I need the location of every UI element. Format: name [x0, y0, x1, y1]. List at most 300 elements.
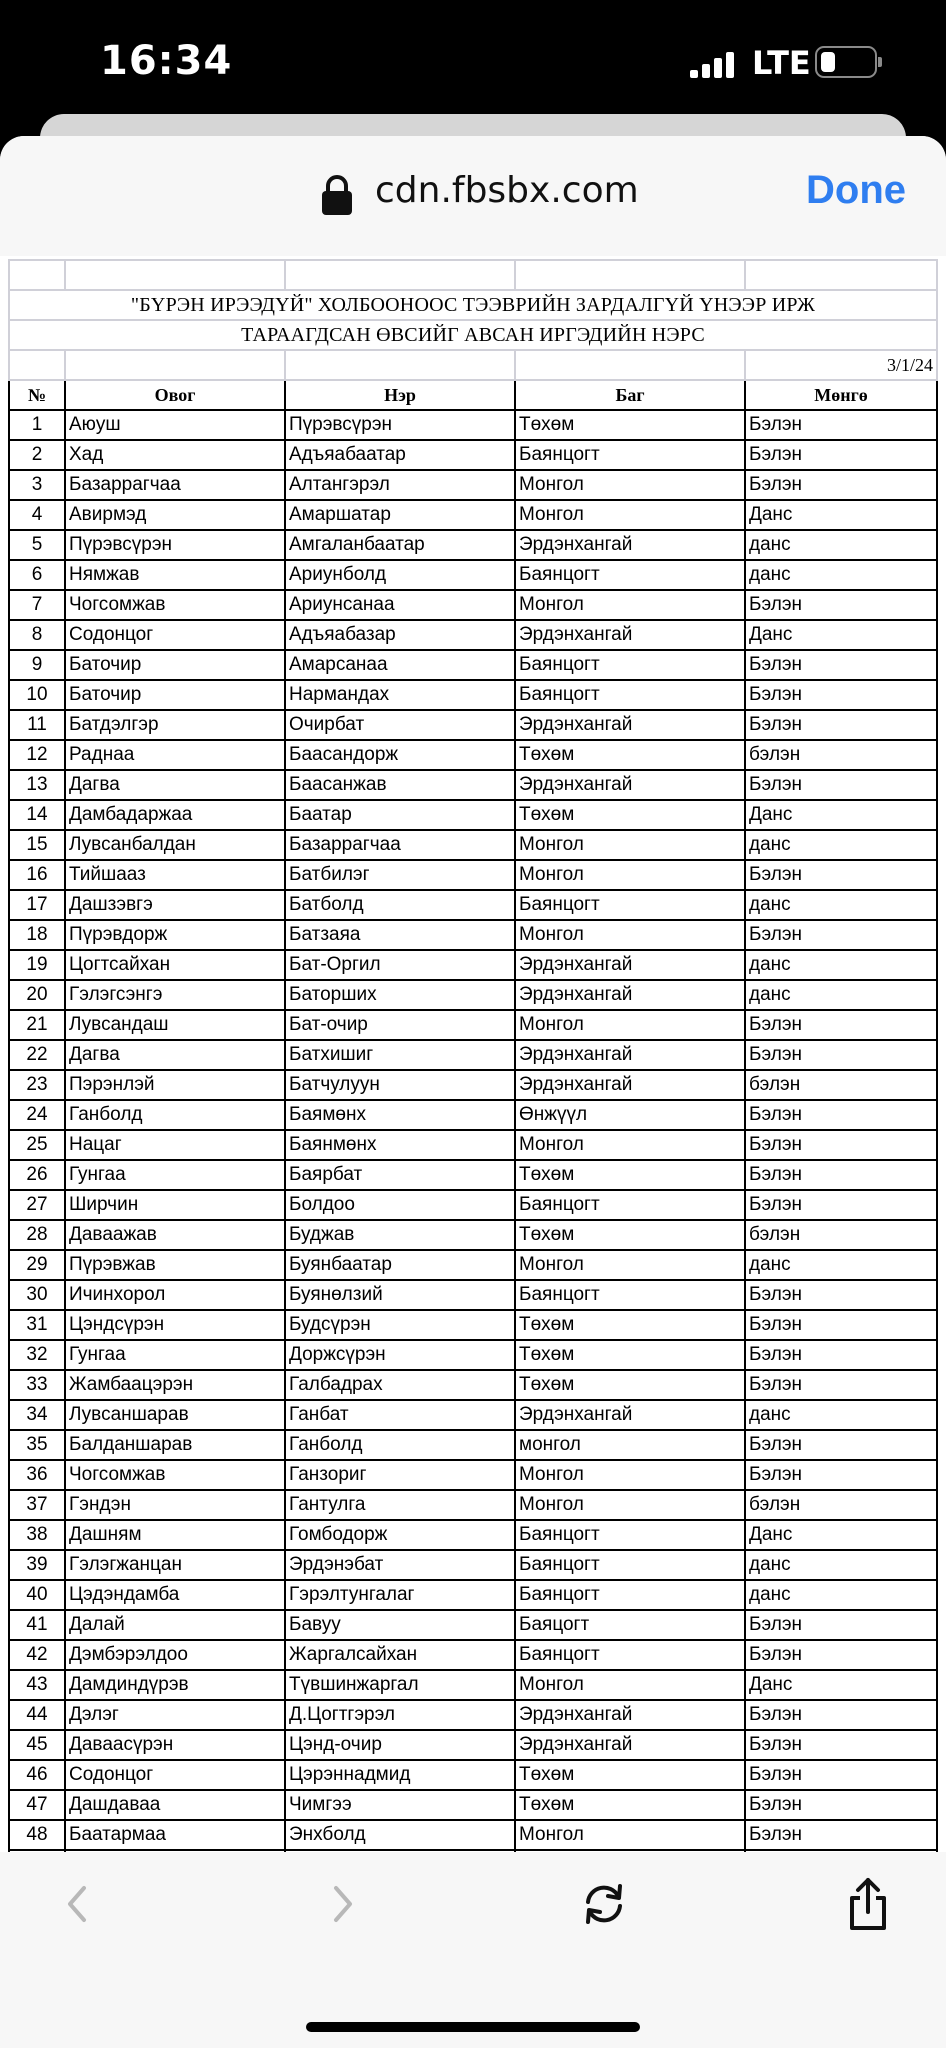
payment-cell: Бэлэн — [745, 680, 937, 710]
table-row — [9, 1400, 937, 1430]
surname-cell: Пүрэвжав — [65, 1250, 285, 1280]
column-header: Баг — [515, 380, 745, 410]
table-row — [9, 590, 937, 620]
surname-cell: Дагва — [65, 770, 285, 800]
surname-cell: Содонцог — [65, 1760, 285, 1790]
name-cell: Түвшинжаргал — [285, 1670, 515, 1700]
row-number: 30 — [9, 1280, 65, 1310]
payment-cell: Бэлэн — [745, 1130, 937, 1160]
payment-cell: Бэлэн — [745, 770, 937, 800]
bag-cell: Баянцогт — [515, 560, 745, 590]
bag-cell: Төхөм — [515, 1220, 745, 1250]
name-cell: Пүрэвсүрэн — [285, 410, 515, 440]
row-number: 31 — [9, 1310, 65, 1340]
surname-cell: Нямжав — [65, 560, 285, 590]
name-cell: Батбилэг — [285, 860, 515, 890]
name-cell: Баасандорж — [285, 740, 515, 770]
bag-cell: Эрдэнхангай — [515, 530, 745, 560]
name-cell: Алтангэрэл — [285, 470, 515, 500]
payment-cell: Бэлэн — [745, 920, 937, 950]
name-cell: Батзаяа — [285, 920, 515, 950]
name-cell: Баянмөнх — [285, 1130, 515, 1160]
payment-cell: данс — [745, 530, 937, 560]
name-cell: Гэрэлтунгалаг — [285, 1580, 515, 1610]
bag-cell: Монгол — [515, 830, 745, 860]
name-cell: Эрдэнэбат — [285, 1550, 515, 1580]
row-number: 27 — [9, 1190, 65, 1220]
bag-cell: Эрдэнхангай — [515, 710, 745, 740]
bag-cell: Монгол — [515, 500, 745, 530]
surname-cell: Далай — [65, 1610, 285, 1640]
row-number: 43 — [9, 1670, 65, 1700]
name-cell: Батболд — [285, 890, 515, 920]
name-cell: Адъяабаатар — [285, 440, 515, 470]
table-row — [9, 410, 937, 440]
payment-cell: Бэлэн — [745, 1370, 937, 1400]
bag-cell: Эрдэнхангай — [515, 1070, 745, 1100]
surname-cell: Дамдиндүрэв — [65, 1670, 285, 1700]
surname-cell: Батдэлгэр — [65, 710, 285, 740]
bottom-toolbar — [0, 1852, 946, 2048]
row-number: 22 — [9, 1040, 65, 1070]
bag-cell: Монгол — [515, 1010, 745, 1040]
name-cell: Буянбаатар — [285, 1250, 515, 1280]
table-row — [9, 770, 937, 800]
title-row-1 — [9, 290, 937, 320]
surname-cell: Балданшарав — [65, 1430, 285, 1460]
name-cell: Баатар — [285, 800, 515, 830]
payment-cell: Бэлэн — [745, 1340, 937, 1370]
row-number: 47 — [9, 1790, 65, 1820]
bag-cell: Өнжүүл — [515, 1100, 745, 1130]
bag-cell: Төхөм — [515, 1340, 745, 1370]
surname-cell: Чогсомжав — [65, 1460, 285, 1490]
bag-cell: Монгол — [515, 1820, 745, 1850]
payment-cell: Бэлэн — [745, 590, 937, 620]
chevron-left-icon[interactable] — [48, 1874, 108, 1934]
spreadsheet — [8, 259, 938, 1971]
name-cell: Ариунболд — [285, 560, 515, 590]
row-number: 4 — [9, 500, 65, 530]
surname-cell: Баточир — [65, 650, 285, 680]
bag-cell: Эрдэнхангай — [515, 1400, 745, 1430]
table-row — [9, 1310, 937, 1340]
row-number: 24 — [9, 1100, 65, 1130]
surname-cell: Гунгаа — [65, 1340, 285, 1370]
name-cell: Ариунсанаа — [285, 590, 515, 620]
table-row — [9, 1700, 937, 1730]
bag-cell: Баянцогт — [515, 1280, 745, 1310]
row-number: 13 — [9, 770, 65, 800]
table-row — [9, 1730, 937, 1760]
bag-cell: Монгол — [515, 470, 745, 500]
name-cell: Нармандах — [285, 680, 515, 710]
name-cell: Гомбодорж — [285, 1520, 515, 1550]
row-number: 7 — [9, 590, 65, 620]
column-header: № — [9, 380, 65, 410]
title-row-2 — [9, 320, 937, 350]
share-icon[interactable] — [838, 1874, 898, 1934]
row-number: 46 — [9, 1760, 65, 1790]
table-row — [9, 950, 937, 980]
payment-cell: Бэлэн — [745, 650, 937, 680]
table-row — [9, 680, 937, 710]
column-header-row — [9, 380, 937, 410]
table-row — [9, 1820, 937, 1850]
name-cell: Болдоо — [285, 1190, 515, 1220]
row-number: 26 — [9, 1160, 65, 1190]
payment-cell: Бэлэн — [745, 1010, 937, 1040]
name-cell: Батхишиг — [285, 1040, 515, 1070]
payment-cell: данс — [745, 1580, 937, 1610]
surname-cell: Тийшааз — [65, 860, 285, 890]
row-number: 8 — [9, 620, 65, 650]
document-date: 3/1/24 — [745, 350, 937, 380]
bag-cell: Төхөм — [515, 740, 745, 770]
table-row — [9, 1340, 937, 1370]
column-header: Овог — [65, 380, 285, 410]
surname-cell: Жамбаацэрэн — [65, 1370, 285, 1400]
row-number: 2 — [9, 440, 65, 470]
bag-cell: Баянцогт — [515, 1580, 745, 1610]
bag-cell: монгол — [515, 1430, 745, 1460]
name-cell: Бавуу — [285, 1610, 515, 1640]
name-cell: Баасанжав — [285, 770, 515, 800]
bag-cell: Эрдэнхангай — [515, 620, 745, 650]
bag-cell: Монгол — [515, 590, 745, 620]
url-text[interactable]: cdn.fbsbx.com — [375, 170, 639, 211]
table-row — [9, 620, 937, 650]
surname-cell: Ганболд — [65, 1100, 285, 1130]
table-row — [9, 500, 937, 530]
payment-cell: бэлэн — [745, 1490, 937, 1520]
table-row — [9, 1190, 937, 1220]
table-row — [9, 1040, 937, 1070]
bag-cell: Баянцогт — [515, 650, 745, 680]
bag-cell: Баянцогт — [515, 680, 745, 710]
name-cell: Ганболд — [285, 1430, 515, 1460]
bag-cell: Эрдэнхангай — [515, 950, 745, 980]
table-row — [9, 1760, 937, 1790]
payment-cell: Бэлэн — [745, 1310, 937, 1340]
surname-cell: Дашням — [65, 1520, 285, 1550]
table-row — [9, 830, 937, 860]
row-number: 32 — [9, 1340, 65, 1370]
table-row — [9, 1430, 937, 1460]
bag-cell: Баянцогт — [515, 1190, 745, 1220]
bag-cell: Төхөм — [515, 1790, 745, 1820]
payment-cell: Бэлэн — [745, 1190, 937, 1220]
name-cell: Бат-очир — [285, 1010, 515, 1040]
payment-cell: Бэлэн — [745, 1790, 937, 1820]
table-row — [9, 1010, 937, 1040]
bag-cell: Баянцогт — [515, 1640, 745, 1670]
bag-cell: Монгол — [515, 860, 745, 890]
table-row — [9, 890, 937, 920]
payment-cell: Данс — [745, 1520, 937, 1550]
name-cell: Будсүрэн — [285, 1310, 515, 1340]
bag-cell: Төхөм — [515, 1760, 745, 1790]
table-row — [9, 1070, 937, 1100]
bag-cell: Эрдэнхангай — [515, 980, 745, 1010]
payment-cell: Бэлэн — [745, 1700, 937, 1730]
bag-cell: Монгол — [515, 1490, 745, 1520]
bag-cell: Монгол — [515, 920, 745, 950]
payment-cell: бэлэн — [745, 1070, 937, 1100]
payment-cell: данс — [745, 890, 937, 920]
surname-cell: Цэндсүрэн — [65, 1310, 285, 1340]
column-header: Мөнгө — [745, 380, 937, 410]
payment-cell: Бэлэн — [745, 1160, 937, 1190]
surname-cell: Дашдаваа — [65, 1790, 285, 1820]
surname-cell: Даваасүрэн — [65, 1730, 285, 1760]
name-cell: Буянөлзий — [285, 1280, 515, 1310]
table-row — [9, 530, 937, 560]
name-cell: Ганбат — [285, 1400, 515, 1430]
name-cell: Адъяабазар — [285, 620, 515, 650]
row-number: 11 — [9, 710, 65, 740]
bag-cell: Эрдэнхангай — [515, 1730, 745, 1760]
table-row — [9, 1640, 937, 1670]
table-row — [9, 1520, 937, 1550]
row-number: 42 — [9, 1640, 65, 1670]
battery-icon — [815, 46, 877, 78]
name-cell: Ганзориг — [285, 1460, 515, 1490]
payment-cell: Данс — [745, 800, 937, 830]
payment-cell: Бэлэн — [745, 1460, 937, 1490]
row-number: 9 — [9, 650, 65, 680]
bag-cell: Төхөм — [515, 1370, 745, 1400]
surname-cell: Лувсандаш — [65, 1010, 285, 1040]
bag-cell: Монгол — [515, 1250, 745, 1280]
surname-cell: Дагва — [65, 1040, 285, 1070]
document — [8, 259, 936, 1848]
signal-icon — [690, 50, 738, 78]
surname-cell: Дамбадаржаа — [65, 800, 285, 830]
table-row — [9, 650, 937, 680]
payment-cell: бэлэн — [745, 740, 937, 770]
payment-cell: Бэлэн — [745, 1040, 937, 1070]
name-cell: Батчулуун — [285, 1070, 515, 1100]
surname-cell: Дэмбэрэлдоо — [65, 1640, 285, 1670]
payment-cell: Бэлэн — [745, 410, 937, 440]
bag-cell: Монгол — [515, 1670, 745, 1700]
name-cell: Буджав — [285, 1220, 515, 1250]
name-cell: Жаргалсайхан — [285, 1640, 515, 1670]
date-row — [9, 350, 937, 380]
table-row — [9, 1790, 937, 1820]
row-number: 19 — [9, 950, 65, 980]
bag-cell: Монгол — [515, 1130, 745, 1160]
url-bar[interactable] — [0, 136, 946, 256]
surname-cell: Баточир — [65, 680, 285, 710]
row-number: 14 — [9, 800, 65, 830]
row-number: 5 — [9, 530, 65, 560]
name-cell: Амарсанаа — [285, 650, 515, 680]
table-row — [9, 1160, 937, 1190]
table-row — [9, 1460, 937, 1490]
row-number: 35 — [9, 1430, 65, 1460]
row-number: 45 — [9, 1730, 65, 1760]
name-cell: Бат-Оргил — [285, 950, 515, 980]
bag-cell: Баянцогт — [515, 1520, 745, 1550]
surname-cell: Пүрэвдорж — [65, 920, 285, 950]
table-row — [9, 1670, 937, 1700]
name-cell: Баторших — [285, 980, 515, 1010]
name-cell: Чимгээ — [285, 1790, 515, 1820]
table-row — [9, 1550, 937, 1580]
row-number: 28 — [9, 1220, 65, 1250]
row-number: 20 — [9, 980, 65, 1010]
table-row — [9, 560, 937, 590]
table-row — [9, 1490, 937, 1520]
surname-cell: Цэдэндамба — [65, 1580, 285, 1610]
payment-cell: Бэлэн — [745, 440, 937, 470]
payment-cell: Бэлэн — [745, 1820, 937, 1850]
surname-cell: Нацаг — [65, 1130, 285, 1160]
name-cell: Амгаланбаатар — [285, 530, 515, 560]
payment-cell: Бэлэн — [745, 1430, 937, 1460]
table-row — [9, 800, 937, 830]
payment-cell: данс — [745, 1400, 937, 1430]
row-number: 39 — [9, 1550, 65, 1580]
bag-cell: Төхөм — [515, 1310, 745, 1340]
surname-cell: Баатармаа — [65, 1820, 285, 1850]
name-cell: Базаррагчаа — [285, 830, 515, 860]
surname-cell: Дэлэг — [65, 1700, 285, 1730]
row-number: 6 — [9, 560, 65, 590]
surname-cell: Гэлэгжанцан — [65, 1550, 285, 1580]
status-bar — [0, 0, 946, 128]
name-cell: Амаршатар — [285, 500, 515, 530]
surname-cell: Даваажав — [65, 1220, 285, 1250]
table-row — [9, 980, 937, 1010]
name-cell: Энхболд — [285, 1820, 515, 1850]
surname-cell: Хад — [65, 440, 285, 470]
surname-cell: Ичинхорол — [65, 1280, 285, 1310]
payment-cell: данс — [745, 560, 937, 590]
bag-cell: Эрдэнхангай — [515, 770, 745, 800]
table-row — [9, 1580, 937, 1610]
row-number: 37 — [9, 1490, 65, 1520]
name-cell: Доржсүрэн — [285, 1340, 515, 1370]
payment-cell: Данс — [745, 1670, 937, 1700]
payment-cell: данс — [745, 980, 937, 1010]
row-number: 3 — [9, 470, 65, 500]
bag-cell: Эрдэнхангай — [515, 1700, 745, 1730]
surname-cell: Гэлэгсэнгэ — [65, 980, 285, 1010]
payment-cell: Данс — [745, 620, 937, 650]
payment-cell: Бэлэн — [745, 1280, 937, 1310]
payment-cell: Данс — [745, 500, 937, 530]
table-row — [9, 1280, 937, 1310]
name-cell: Галбадрах — [285, 1370, 515, 1400]
surname-cell: Гунгаа — [65, 1160, 285, 1190]
row-number: 16 — [9, 860, 65, 890]
name-cell: Цэнд-очир — [285, 1730, 515, 1760]
surname-cell: Лувсанбалдан — [65, 830, 285, 860]
bag-cell: Төхөм — [515, 410, 745, 440]
lock-icon — [320, 174, 354, 216]
row-number: 36 — [9, 1460, 65, 1490]
payment-cell: данс — [745, 1250, 937, 1280]
row-number: 40 — [9, 1580, 65, 1610]
payment-cell: Бэлэн — [745, 1760, 937, 1790]
row-number: 10 — [9, 680, 65, 710]
surname-cell: Авирмэд — [65, 500, 285, 530]
table-row — [9, 1610, 937, 1640]
document-title-line-2: ТАРААГДСАН ӨВСИЙГ АВСАН ИРГЭДИЙН НЭРС — [9, 320, 937, 350]
document-title-line-1: "БҮРЭН ИРЭЭДҮЙ" ХОЛБООНООС ТЭЭВРИЙН ЗАРДАЛГҮЙ ҮНЭЭР ИРЖ — [9, 290, 937, 320]
name-cell: Гантулга — [285, 1490, 515, 1520]
bag-cell: Төхөм — [515, 1160, 745, 1190]
column-header: Нэр — [285, 380, 515, 410]
row-number: 12 — [9, 740, 65, 770]
done-button[interactable]: Done — [806, 168, 906, 212]
row-number: 25 — [9, 1130, 65, 1160]
surname-cell: Содонцог — [65, 620, 285, 650]
bag-cell: Эрдэнхангай — [515, 1040, 745, 1070]
table-row — [9, 860, 937, 890]
surname-cell: Пүрэвсүрэн — [65, 530, 285, 560]
bag-cell: Төхөм — [515, 800, 745, 830]
bag-cell: Баянцогт — [515, 890, 745, 920]
row-number: 18 — [9, 920, 65, 950]
row-number: 33 — [9, 1370, 65, 1400]
row-number: 44 — [9, 1700, 65, 1730]
table-row — [9, 470, 937, 500]
table-row — [9, 920, 937, 950]
surname-cell: Пэрэнлэй — [65, 1070, 285, 1100]
network-label: LTE — [752, 44, 811, 82]
row-number: 15 — [9, 830, 65, 860]
row-number: 38 — [9, 1520, 65, 1550]
bag-cell: Баяцогт — [515, 1610, 745, 1640]
row-number: 48 — [9, 1820, 65, 1850]
row-number: 23 — [9, 1070, 65, 1100]
surname-cell: Гэндэн — [65, 1490, 285, 1520]
row-number: 29 — [9, 1250, 65, 1280]
payment-cell: Бэлэн — [745, 470, 937, 500]
payment-cell: Бэлэн — [745, 1640, 937, 1670]
surname-cell: Базаррагчаа — [65, 470, 285, 500]
table-row — [9, 440, 937, 470]
bag-cell: Баянцогт — [515, 440, 745, 470]
row-number: 34 — [9, 1400, 65, 1430]
bag-cell: Монгол — [515, 1460, 745, 1490]
surname-cell: Дашзэвгэ — [65, 890, 285, 920]
row-number: 41 — [9, 1610, 65, 1640]
row-number: 17 — [9, 890, 65, 920]
payment-cell: Бэлэн — [745, 710, 937, 740]
table-row — [9, 710, 937, 740]
surname-cell: Чогсомжав — [65, 590, 285, 620]
bag-cell: Баянцогт — [515, 1550, 745, 1580]
table-row — [9, 1130, 937, 1160]
chevron-right-icon[interactable] — [312, 1874, 372, 1934]
table-row — [9, 1100, 937, 1130]
surname-cell: Лувсаншарав — [65, 1400, 285, 1430]
name-cell: Баямөнх — [285, 1100, 515, 1130]
row-number: 1 — [9, 410, 65, 440]
payment-cell: Бэлэн — [745, 1610, 937, 1640]
payment-cell: данс — [745, 950, 937, 980]
surname-cell: Цогтсайхан — [65, 950, 285, 980]
surname-cell: Раднаа — [65, 740, 285, 770]
table-row — [9, 740, 937, 770]
payment-cell: бэлэн — [745, 1220, 937, 1250]
refresh-icon[interactable] — [574, 1874, 634, 1934]
